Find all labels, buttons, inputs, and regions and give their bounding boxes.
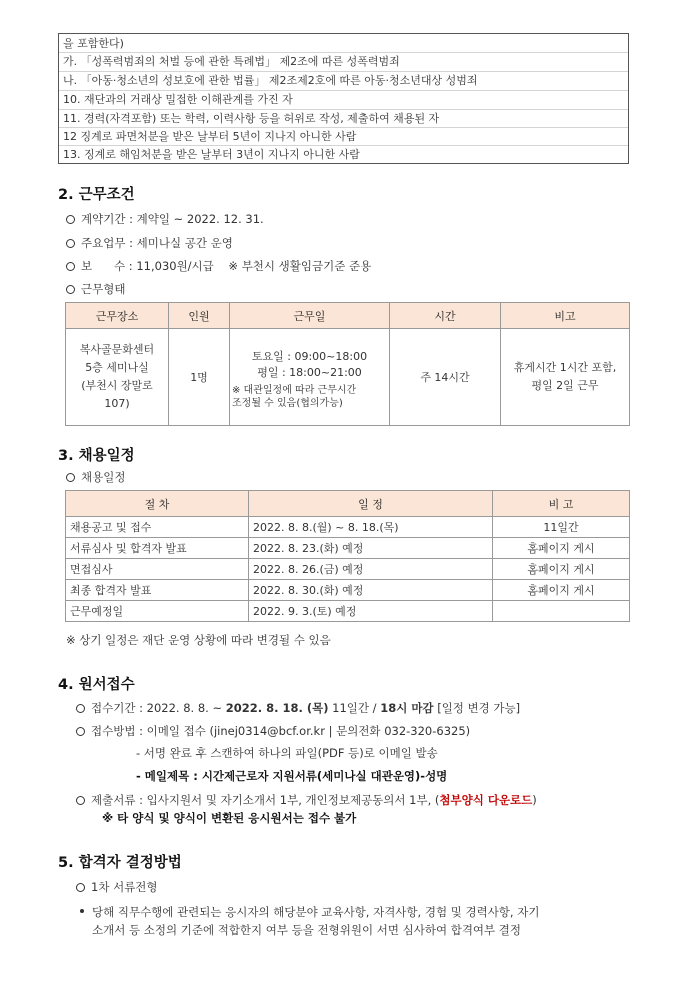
pay <box>66 258 371 274</box>
table-row <box>66 517 630 538</box>
days-note-line: ※ 대관일정에 따라 근무시간 <box>232 384 357 396</box>
work-type <box>66 281 125 297</box>
th-note: 비고 <box>501 303 630 329</box>
table-row <box>66 538 630 559</box>
cell-step: 최종 합격자 발표 <box>66 580 249 601</box>
circle-bullet-icon <box>66 262 75 271</box>
cell-remark: 홈페이지 게시 <box>493 538 630 559</box>
period-text: 접수기간 : 2022. 8. 8. ~ <box>91 701 226 715</box>
schedule-sub <box>66 469 125 485</box>
box-line: 11. 경력(자격포함) 또는 학력, 이력사항 등을 허위로 작성, 제출하여 채용된 자 <box>63 112 440 125</box>
box-line: 13. 징계로 해임처분을 받은 날부터 3년이 지나지 아니한 사람 <box>63 148 360 161</box>
schedule-table <box>65 490 630 622</box>
cell-date: 2022. 8. 8.(월) ~ 8. 18.(목) <box>249 517 493 538</box>
circle-bullet-icon <box>66 473 75 482</box>
cell-remark <box>493 601 630 622</box>
circle-bullet-icon <box>76 704 85 713</box>
application-method <box>76 723 470 739</box>
note-line: 평일 2일 근무 <box>531 379 599 392</box>
place-line: 5층 세미나실 <box>85 361 149 374</box>
cell-date: 2022. 9. 3.(토) 예정 <box>249 601 493 622</box>
cell-date: 2022. 8. 30.(화) 예정 <box>249 580 493 601</box>
section-title-work-conditions: 2. 근무조건 <box>58 187 135 203</box>
circle-bullet-icon <box>66 215 75 224</box>
period-deadline-date: 2022. 8. 18. (목) <box>225 701 329 715</box>
th-place: 근무장소 <box>66 303 169 329</box>
th-days: 근무일 <box>230 303 390 329</box>
table-row <box>66 559 630 580</box>
docs-note: ※ 타 양식 및 양식이 변환된 응시원서는 접수 불가 <box>102 811 357 825</box>
pay-text: 보 수 : 11,030원/시급 ※ 부천시 생활임금기준 준용 <box>81 259 372 273</box>
selection-bullet <box>80 904 539 920</box>
cell-step: 채용공고 및 접수 <box>66 517 249 538</box>
cell-remark: 11일간 <box>493 517 630 538</box>
cell-step: 근무예정일 <box>66 601 249 622</box>
table-header-row <box>66 491 630 517</box>
cell-step: 서류심사 및 합격자 발표 <box>66 538 249 559</box>
contract-text: 계약기간 : 계약일 ~ 2022. 12. 31. <box>81 212 264 226</box>
selection-bullet-cont: 소개서 등 소정의 기준에 적합한지 여부 등을 전형위원이 서면 심사하여 합격여부 결정 <box>92 923 522 937</box>
th-step: 절 차 <box>66 491 249 517</box>
application-docs <box>76 792 537 808</box>
circle-bullet-icon <box>76 727 85 736</box>
note-line: 휴게시간 1시간 포함, <box>513 361 617 374</box>
main-duty <box>66 235 233 251</box>
box-line: 10. 재단과의 거래상 밀접한 이해관계를 가진 자 <box>63 93 293 106</box>
box-line: 을 포함한다) <box>63 37 124 50</box>
th-remark: 비 고 <box>493 491 630 517</box>
bullet-line: 당해 직무수행에 관련되는 응시자의 해당분야 교육사항, 자격사항, 경험 및 경력사항, 자기 <box>92 905 540 919</box>
cell-people: 1명 <box>169 329 230 426</box>
disqualification-box <box>58 33 629 164</box>
place-line: 107) <box>104 397 130 410</box>
method-text: 접수방법 : 이메일 접수 (jinej0314@bcf.or.kr | 문의전화 032-320-6325) <box>91 724 471 738</box>
work-type-text: 근무형태 <box>81 282 126 296</box>
cell-days <box>230 329 390 426</box>
circle-bullet-icon <box>76 796 85 805</box>
box-line: 가. 「성폭력범죄의 처벌 등에 관한 특례법」 제2조에 따른 성폭력범죄 <box>63 55 400 68</box>
cell-date: 2022. 8. 26.(금) 예정 <box>249 559 493 580</box>
duty-text: 주요업무 : 세미나실 공간 운영 <box>81 236 233 250</box>
th-date: 일 정 <box>249 491 493 517</box>
table-row <box>66 601 630 622</box>
section-title-selection: 5. 합격자 결정방법 <box>58 855 182 871</box>
selection-sub <box>76 879 158 895</box>
schedule-sub-text: 채용일정 <box>81 470 126 484</box>
docs-text: 제출서류 : 입사지원서 및 자기소개서 1부, 개인정보제공동의서 1부, ( <box>91 793 440 807</box>
table-row <box>66 580 630 601</box>
table-header-row <box>66 303 630 329</box>
cell-place <box>66 329 169 426</box>
form-download-link[interactable]: 첨부양식 다운로드 <box>439 793 533 807</box>
cell-remark: 홈페이지 게시 <box>493 580 630 601</box>
box-line: 12 징계로 파면처분을 받은 날부터 5년이 지나지 아니한 사람 <box>63 130 357 143</box>
section-title-application: 4. 원서접수 <box>58 677 135 693</box>
days-line: 토요일 : 09:00~18:00 <box>251 349 368 363</box>
period-change-note: [일정 변경 가능] <box>433 701 521 715</box>
box-line: 나. 「아동·청소년의 성보호에 관한 법률」 제2조제2호에 따른 아동·청소년대상 성범죄 <box>63 74 478 87</box>
schedule-note: ※ 상기 일정은 재단 운영 상황에 따라 변경될 수 있음 <box>66 633 331 647</box>
table-row <box>66 329 630 426</box>
days-note-line: 조정될 수 있음(협의가능) <box>232 397 343 409</box>
work-conditions-table <box>65 302 630 426</box>
place-line: (부천시 장말로 <box>81 379 153 392</box>
method-sub-subject: - 메일제목 : 시간제근로자 지원서류(세미나실 대관운영)-성명 <box>136 769 448 783</box>
period-days: 11일간 / <box>328 701 381 715</box>
cell-remark: 홈페이지 게시 <box>493 559 630 580</box>
docs-close-paren: ) <box>532 793 537 807</box>
dot-bullet-icon <box>80 909 84 913</box>
application-period <box>76 700 520 716</box>
cell-hours: 주 14시간 <box>390 329 501 426</box>
th-hours: 시간 <box>390 303 501 329</box>
circle-bullet-icon <box>76 883 85 892</box>
th-people: 인원 <box>169 303 230 329</box>
contract-period <box>66 211 264 227</box>
days-line: 평일 : 18:00~21:00 <box>257 365 362 379</box>
circle-bullet-icon <box>66 285 75 294</box>
cell-step: 면접심사 <box>66 559 249 580</box>
circle-bullet-icon <box>66 239 75 248</box>
period-deadline-time: 18시 마감 <box>380 701 434 715</box>
selection-sub-text: 1차 서류전형 <box>91 880 158 894</box>
cell-note <box>501 329 630 426</box>
cell-date: 2022. 8. 23.(화) 예정 <box>249 538 493 559</box>
method-sub-scan: - 서명 완료 후 스캔하여 하나의 파일(PDF 등)로 이메일 발송 <box>136 746 438 760</box>
place-line: 복사골문화센터 <box>79 343 155 356</box>
section-title-schedule: 3. 채용일정 <box>58 448 135 464</box>
